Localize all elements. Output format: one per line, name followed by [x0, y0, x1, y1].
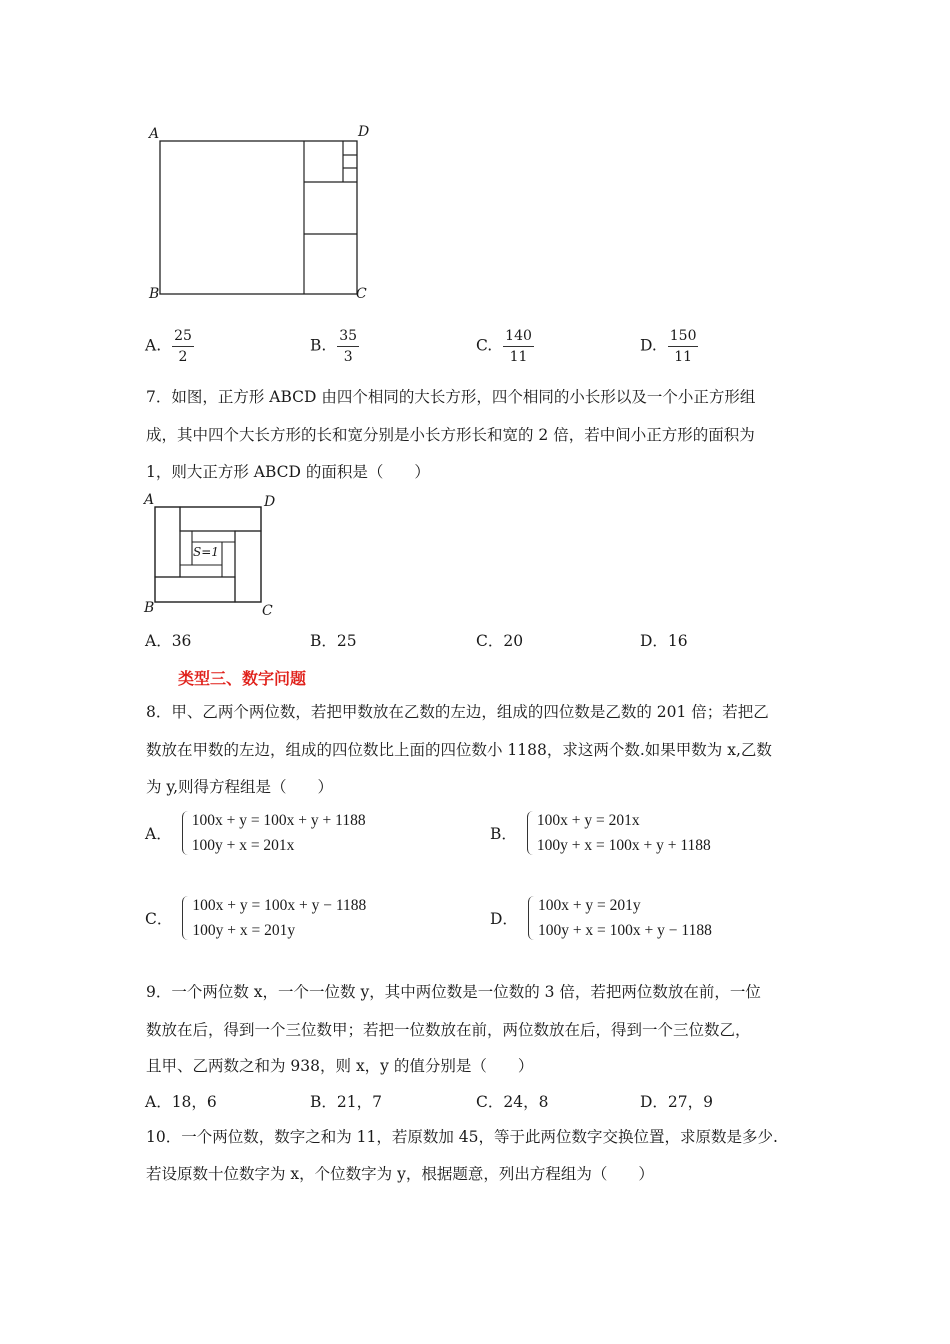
equation-system	[537, 808, 711, 858]
equation-2: 100y + x = 100x + y + 1188	[536, 837, 711, 854]
q6-option-a	[145, 326, 194, 367]
fraction-numerator: 25	[172, 326, 194, 347]
option-letter: C．	[145, 910, 173, 928]
fraction-denominator: 3	[343, 349, 353, 365]
fraction-numerator: 150	[668, 326, 699, 347]
q7-line-2: 成，其中四个大长方形的长和宽分别是小长方形长和宽的 2 倍，若中间小正方形的面积为	[146, 426, 755, 444]
fraction	[337, 326, 359, 367]
figure1-label-b: B	[149, 286, 160, 302]
q8-option-a	[145, 808, 366, 858]
figure-rectangle-svg	[140, 118, 380, 308]
equation-2: 100y + x = 201x	[191, 837, 295, 854]
figure2-label-area: S=1	[193, 545, 219, 559]
equation-system	[538, 893, 712, 943]
equation-1: 100x + y = 100x + y − 1188	[192, 897, 367, 914]
option-letter: B．	[490, 825, 517, 843]
figure2-label-a: A	[144, 492, 155, 508]
q7-line-3: 1，则大正方形 ABCD 的面积是（ ）	[146, 463, 430, 481]
q6-option-b	[310, 326, 359, 367]
q9-option-d: D．27，9	[640, 1093, 714, 1111]
figure1-label-d: D	[358, 124, 370, 140]
q7-option-a: A．36	[145, 632, 192, 650]
brace-icon	[182, 896, 189, 940]
fraction	[503, 326, 534, 367]
q8-option-b	[490, 808, 711, 858]
section-title: 类型三、数字问题	[178, 669, 307, 688]
figure1-label-c: C	[356, 286, 367, 302]
equation-system	[192, 808, 366, 858]
figure-square-abcd	[140, 492, 290, 622]
q7-option-b: B．25	[310, 632, 357, 650]
fraction-denominator: 2	[178, 349, 188, 365]
fraction-denominator: 11	[509, 349, 528, 365]
fraction	[172, 326, 194, 367]
q9-line-3: 且甲、乙两数之和为 938，则 x，y 的值分别是（ ）	[146, 1057, 534, 1075]
figure2-label-c: C	[262, 603, 273, 619]
q9-line-2: 数放在后，得到一个三位数甲；若把一位数放在前，两位数放在后，得到一个三位数乙，	[146, 1021, 751, 1039]
option-letter: A．	[145, 825, 172, 843]
q10-line-1: 10．一个两位数，数字之和为 11，若原数加 45，等于此两位数字交换位置，求原数是多少.	[146, 1128, 778, 1146]
fraction-numerator: 35	[337, 326, 359, 347]
fraction-numerator: 140	[503, 326, 534, 347]
option-letter: B.	[310, 336, 327, 355]
q8-line-2: 数放在甲数的左边，组成的四位数比上面的四位数小 1188，求这两个数.如果甲数为 x,乙数	[146, 741, 772, 759]
equation-1: 100x + y = 100x + y + 1188	[191, 812, 366, 829]
equation-2: 100y + x = 100x + y − 1188	[537, 922, 712, 939]
option-letter: D.	[640, 336, 657, 355]
equation-system	[192, 893, 366, 943]
equation-1: 100x + y = 201y	[537, 897, 641, 914]
q8-option-d	[490, 893, 712, 943]
q8-option-c	[145, 893, 366, 943]
equation-1: 100x + y = 201x	[536, 812, 640, 829]
q9-option-a: A．18，6	[145, 1093, 217, 1111]
q7-option-c: C．20	[476, 632, 524, 650]
option-letter: C.	[476, 336, 493, 355]
q10-line-2: 若设原数十位数字为 x，个位数字为 y，根据题意，列出方程组为（ ）	[146, 1165, 654, 1183]
q7-line-1: 7．如图，正方形 ABCD 由四个相同的大长方形，四个相同的小长形以及一个小正方形组	[146, 388, 756, 406]
fraction-denominator: 11	[674, 349, 693, 365]
brace-icon	[527, 811, 534, 855]
figure2-label-d: D	[264, 494, 276, 510]
q6-option-c	[476, 326, 534, 367]
q8-line-3: 为 y,则得方程组是（ ）	[146, 778, 334, 796]
q7-option-d: D．16	[640, 632, 688, 650]
q9-option-c: C．24，8	[476, 1093, 549, 1111]
equation-2: 100y + x = 201y	[192, 922, 296, 939]
brace-icon	[182, 811, 189, 855]
q9-option-b: B．21，7	[310, 1093, 382, 1111]
figure1-label-a: A	[149, 126, 160, 142]
option-letter: D．	[490, 910, 518, 928]
q9-line-1: 9．一个两位数 x，一个一位数 y，其中两位数是一位数的 3 倍，若把两位数放在前，一位	[146, 983, 761, 1001]
option-letter: A.	[145, 336, 162, 355]
fraction	[668, 326, 699, 367]
q8-line-1: 8．甲、乙两个两位数，若把甲数放在乙数的左边，组成的四位数是乙数的 201 倍；若把乙	[146, 703, 769, 721]
figure-rectangle-abcd	[140, 118, 380, 308]
brace-icon	[528, 896, 535, 940]
q6-option-d	[640, 326, 698, 367]
figure2-label-b: B	[144, 600, 155, 616]
